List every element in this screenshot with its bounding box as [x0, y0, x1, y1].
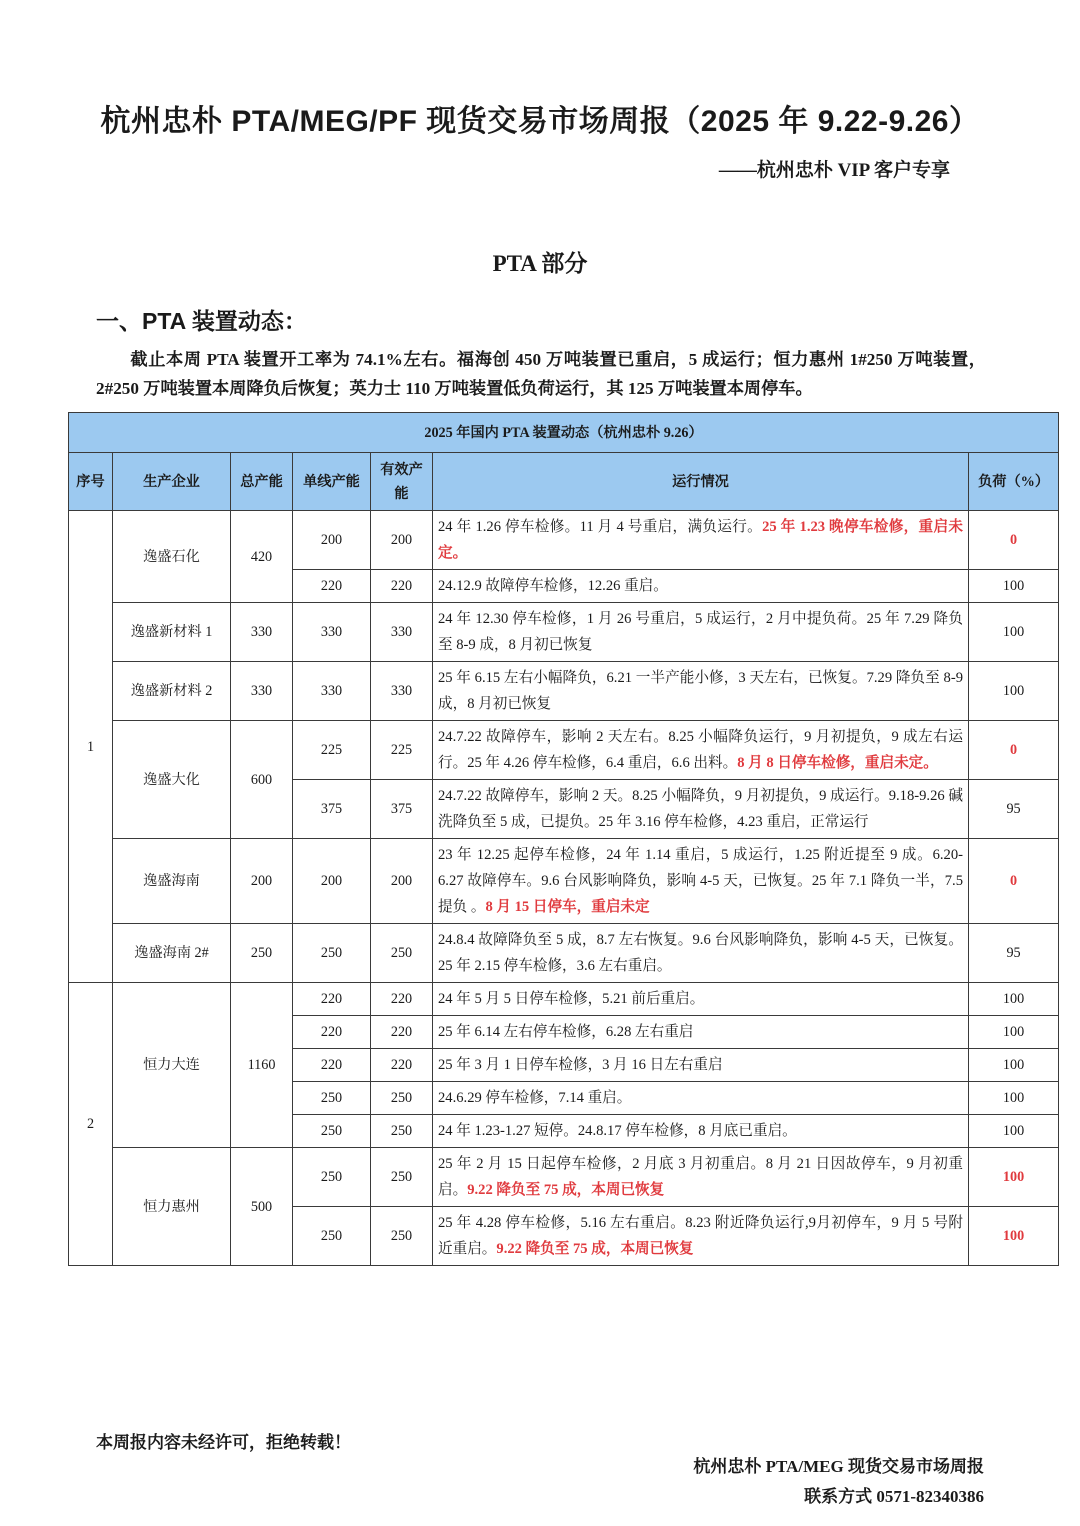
status-text: 25 年 2 月 15 日起停车检修，2 月底 3 月初重启。8 月 21 日因故停车，9 月初重启。 — [438, 1156, 963, 1198]
cell-load: 0 — [969, 511, 1059, 570]
cell-line-capacity: 250 — [293, 1115, 371, 1148]
table-row — [69, 1148, 1059, 1207]
cell-status — [433, 662, 969, 721]
table-row — [69, 721, 1059, 780]
status-text: 25 年 4.28 停车检修，5.16 左右重启。8.23 附近降负运行,9月初停车，9 月 5 号附近重启。 — [438, 1215, 963, 1257]
table-row — [69, 983, 1059, 1016]
cell-effective-capacity: 250 — [371, 1207, 433, 1266]
cell-total-capacity: 420 — [231, 511, 293, 603]
status-text: 24 年 1.26 停车检修。11 月 4 号重启，满负运行。 — [438, 519, 763, 535]
cell-load: 100 — [969, 1115, 1059, 1148]
cell-line-capacity: 220 — [293, 983, 371, 1016]
table-caption-row — [69, 413, 1059, 453]
cell-load: 100 — [969, 1148, 1059, 1207]
cell-load: 100 — [969, 662, 1059, 721]
cell-effective-capacity: 220 — [371, 983, 433, 1016]
status-text: 24.8.4 故障降负至 5 成，8.7 左右恢复。9.6 台风影响降负，影响 4-5 天，已恢复。25 年 2.15 停车检修，3.6 左右重启。 — [438, 932, 963, 974]
cell-line-capacity: 225 — [293, 721, 371, 780]
cell-line-capacity: 220 — [293, 1049, 371, 1082]
status-highlight: 25 年 1.23 晚停车检修，重启未定。 — [438, 519, 963, 561]
cell-total-capacity: 1160 — [231, 983, 293, 1148]
status-text: 25 年 6.14 左右停车检修，6.28 左右重启 — [438, 1024, 694, 1040]
cell-load: 100 — [969, 1049, 1059, 1082]
cell-effective-capacity: 220 — [371, 570, 433, 603]
col-header-line-capacity: 单线产能 — [293, 453, 371, 511]
cell-company: 逸盛石化 — [113, 511, 231, 603]
footer-copyright: 本周报内容未经许可，拒绝转载！ — [96, 1433, 351, 1452]
cell-load: 95 — [969, 924, 1059, 983]
status-text: 23 年 12.25 起停车检修，24 年 1.14 重启，5 成运行，1.25 附近提至 9 成。6.20-6.27 故障停车。9.6 台风影响降负，影响 4-5 天，已恢复。25 年 7.1 降负一半，7.5 提负 。 — [438, 847, 963, 915]
col-header-total-capacity: 总产能 — [231, 453, 293, 511]
cell-status — [433, 511, 969, 570]
cell-status — [433, 570, 969, 603]
cell-line-capacity: 250 — [293, 1207, 371, 1266]
intro-paragraph: 截止本周 PTA 装置开工率为 74.1%左右。福海创 450 万吨装置已重启，5 成运行；恒力惠州 1#250 万吨装置，2#250 万吨装置本周降负后恢复；英力士 110 万吨装置低负荷运行，其 125 万吨装置本周停车。 — [96, 350, 986, 398]
pta-plant-table — [68, 412, 1059, 1266]
cell-load: 0 — [969, 839, 1059, 924]
cell-status — [433, 1115, 969, 1148]
cell-status — [433, 1049, 969, 1082]
cell-total-capacity: 200 — [231, 839, 293, 924]
cell-load: 100 — [969, 603, 1059, 662]
table-row — [69, 603, 1059, 662]
table-head — [69, 413, 1059, 511]
cell-company: 恒力惠州 — [113, 1148, 231, 1266]
cell-total-capacity: 330 — [231, 662, 293, 721]
cell-line-capacity: 330 — [293, 603, 371, 662]
cell-company: 逸盛大化 — [113, 721, 231, 839]
cell-load: 95 — [969, 780, 1059, 839]
cell-line-capacity: 375 — [293, 780, 371, 839]
status-text: 25 年 6.15 左右小幅降负，6.21 一半产能小修，3 天左右，已恢复。7.29 降负至 8-9 成，8 月初已恢复 — [438, 670, 963, 712]
cell-total-capacity: 600 — [231, 721, 293, 839]
footer-report-name: 杭州忠朴 PTA/MEG 现货交易市场周报 — [693, 1457, 984, 1476]
cell-total-capacity: 250 — [231, 924, 293, 983]
cell-effective-capacity: 200 — [371, 511, 433, 570]
status-text: 24.7.22 故障停车，影响 2 天左右。8.25 小幅降负运行，9 月初提负，9 成左右运行。25 年 4.26 停车检修，6.4 重启，6.6 出料。 — [438, 729, 963, 771]
cell-seq: 2 — [69, 983, 113, 1266]
cell-line-capacity: 200 — [293, 839, 371, 924]
table-body — [69, 511, 1059, 1266]
status-text: 24 年 12.30 停车检修，1 月 26 号重启，5 成运行，2 月中提负荷。25 年 7.29 降负至 8-9 成，8 月初已恢复 — [438, 611, 963, 653]
cell-effective-capacity: 375 — [371, 780, 433, 839]
cell-line-capacity: 200 — [293, 511, 371, 570]
cell-company: 逸盛海南 — [113, 839, 231, 924]
cell-load: 100 — [969, 1207, 1059, 1266]
status-text: 24 年 5 月 5 日停车检修，5.21 前后重启。 — [438, 991, 705, 1007]
cell-status — [433, 924, 969, 983]
cell-company: 逸盛新材料 1 — [113, 603, 231, 662]
document-subtitle: ——杭州忠朴 VIP 客户专享 — [718, 160, 950, 181]
cell-effective-capacity: 250 — [371, 1148, 433, 1207]
cell-status — [433, 839, 969, 924]
cell-company: 逸盛新材料 2 — [113, 662, 231, 721]
cell-company: 恒力大连 — [113, 983, 231, 1148]
status-text: 24.7.22 故障停车，影响 2 天。8.25 小幅降负，9 月初提负，9 成运行。9.18-9.26 碱洗降负至 5 成，已提负。25 年 3.16 停车检修，4.23 重启，正常运行 — [438, 788, 963, 830]
cell-status — [433, 1016, 969, 1049]
cell-status — [433, 721, 969, 780]
status-text: 24.6.29 停车检修，7.14 重启。 — [438, 1090, 632, 1106]
cell-total-capacity: 330 — [231, 603, 293, 662]
cell-load: 0 — [969, 721, 1059, 780]
cell-line-capacity: 250 — [293, 924, 371, 983]
cell-effective-capacity: 250 — [371, 1115, 433, 1148]
heading-pta-plant-dynamics: 一、PTA 装置动态： — [96, 308, 307, 334]
cell-line-capacity: 250 — [293, 1082, 371, 1115]
cell-total-capacity: 500 — [231, 1148, 293, 1266]
table-column-header-row — [69, 453, 1059, 511]
col-header-effective-capacity: 有效产能 — [371, 453, 433, 511]
status-highlight: 8 月 8 日停车检修，重启未定。 — [737, 755, 938, 771]
table-row — [69, 662, 1059, 721]
cell-load: 100 — [969, 983, 1059, 1016]
cell-line-capacity: 220 — [293, 570, 371, 603]
cell-status — [433, 1148, 969, 1207]
cell-company: 逸盛海南 2# — [113, 924, 231, 983]
table-row — [69, 924, 1059, 983]
cell-status — [433, 780, 969, 839]
table-caption: 2025 年国内 PTA 装置动态（杭州忠朴 9.26） — [69, 413, 1059, 453]
cell-line-capacity: 250 — [293, 1148, 371, 1207]
cell-effective-capacity: 330 — [371, 603, 433, 662]
status-text: 24 年 1.23-1.27 短停。24.8.17 停车检修，8 月底已重启。 — [438, 1123, 797, 1139]
status-text: 24.12.9 故障停车检修，12.26 重启。 — [438, 578, 668, 594]
col-header-company: 生产企业 — [113, 453, 231, 511]
cell-effective-capacity: 225 — [371, 721, 433, 780]
cell-effective-capacity: 200 — [371, 839, 433, 924]
cell-load: 100 — [969, 570, 1059, 603]
col-header-status: 运行情况 — [433, 453, 969, 511]
status-text: 25 年 3 月 1 日停车检修，3 月 16 日左右重启 — [438, 1057, 723, 1073]
cell-status — [433, 1207, 969, 1266]
cell-status — [433, 1082, 969, 1115]
cell-status — [433, 603, 969, 662]
document-title: 杭州忠朴 PTA/MEG/PF 现货交易市场周报（2025 年 9.22-9.26） — [100, 105, 980, 138]
cell-effective-capacity: 250 — [371, 924, 433, 983]
cell-effective-capacity: 250 — [371, 1082, 433, 1115]
status-highlight: 8 月 15 日停车，重启未定 — [485, 899, 650, 915]
cell-status — [433, 983, 969, 1016]
cell-load: 100 — [969, 1082, 1059, 1115]
col-header-load: 负荷（%） — [969, 453, 1059, 511]
table-row — [69, 511, 1059, 570]
cell-seq: 1 — [69, 511, 113, 983]
footer-contact — [693, 1452, 984, 1512]
cell-line-capacity: 330 — [293, 662, 371, 721]
cell-effective-capacity: 220 — [371, 1016, 433, 1049]
col-header-seq: 序号 — [69, 453, 113, 511]
cell-load: 100 — [969, 1016, 1059, 1049]
pta-plant-table-wrapper — [68, 412, 1058, 1266]
section-title: PTA 部分 — [492, 251, 588, 276]
cell-effective-capacity: 330 — [371, 662, 433, 721]
table-row — [69, 839, 1059, 924]
status-highlight: 9.22 降负至 75 成，本周已恢复 — [467, 1182, 665, 1198]
cell-effective-capacity: 220 — [371, 1049, 433, 1082]
footer-phone: 联系方式 0571-82340386 — [804, 1487, 984, 1506]
cell-line-capacity: 220 — [293, 1016, 371, 1049]
status-highlight: 9.22 降负至 75 成，本周已恢复 — [496, 1241, 694, 1257]
